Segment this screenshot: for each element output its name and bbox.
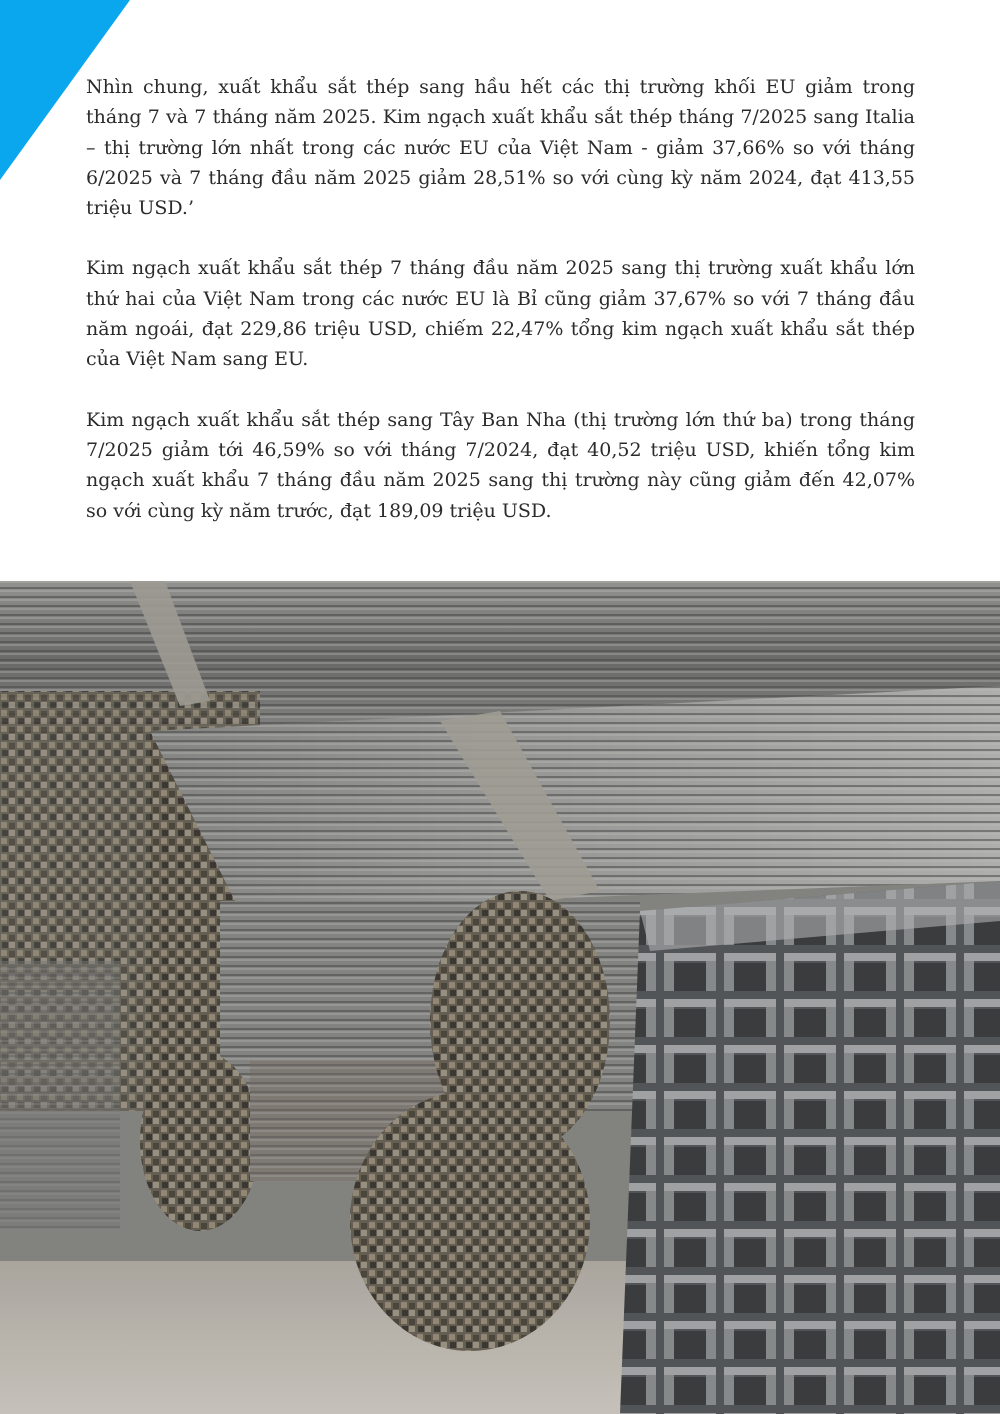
article-body: [86, 72, 915, 556]
paragraph-3: Kim ngạch xuất khẩu sắt thép sang Tây Ban Nha (thị trường lớn thứ ba) trong tháng 7/2025 giảm tới 46,59% so với tháng 7/2024, đạt 40,52 triệu USD, khiến tổng kim ngạch xuất khẩu 7 tháng đầu năm 2025 sang thị trường này cũng giảm đến 42,07% so với cùng kỳ năm trước, đạt 189,09 triệu USD.: [86, 408, 915, 522]
paragraph-1: Nhìn chung, xuất khẩu sắt thép sang hầu hết các thị trường khối EU giảm trong tháng 7 và 7 tháng năm 2025. Kim ngạch xuất khẩu sắt thép tháng 7/2025 sang Italia – thị trường lớn nhất trong các nước EU của Việt Nam - giảm 37,66% so với tháng 6/2025 và 7 tháng đầu năm 2025 giảm 28,51% so với cùng kỳ năm 2024, đạt 413,55 triệu USD.’: [86, 76, 915, 220]
steel-bars-photo: [0, 581, 1000, 1414]
paragraph-2: Kim ngạch xuất khẩu sắt thép 7 tháng đầu năm 2025 sang thị trường xuất khẩu lớn thứ hai của Việt Nam trong các nước EU là Bỉ cũng giảm 37,67% so với 7 tháng đầu năm ngoái, đạt 229,86 triệu USD, chiếm 22,47% tổng kim ngạch xuất khẩu sắt thép của Việt Nam sang EU.: [86, 257, 915, 371]
